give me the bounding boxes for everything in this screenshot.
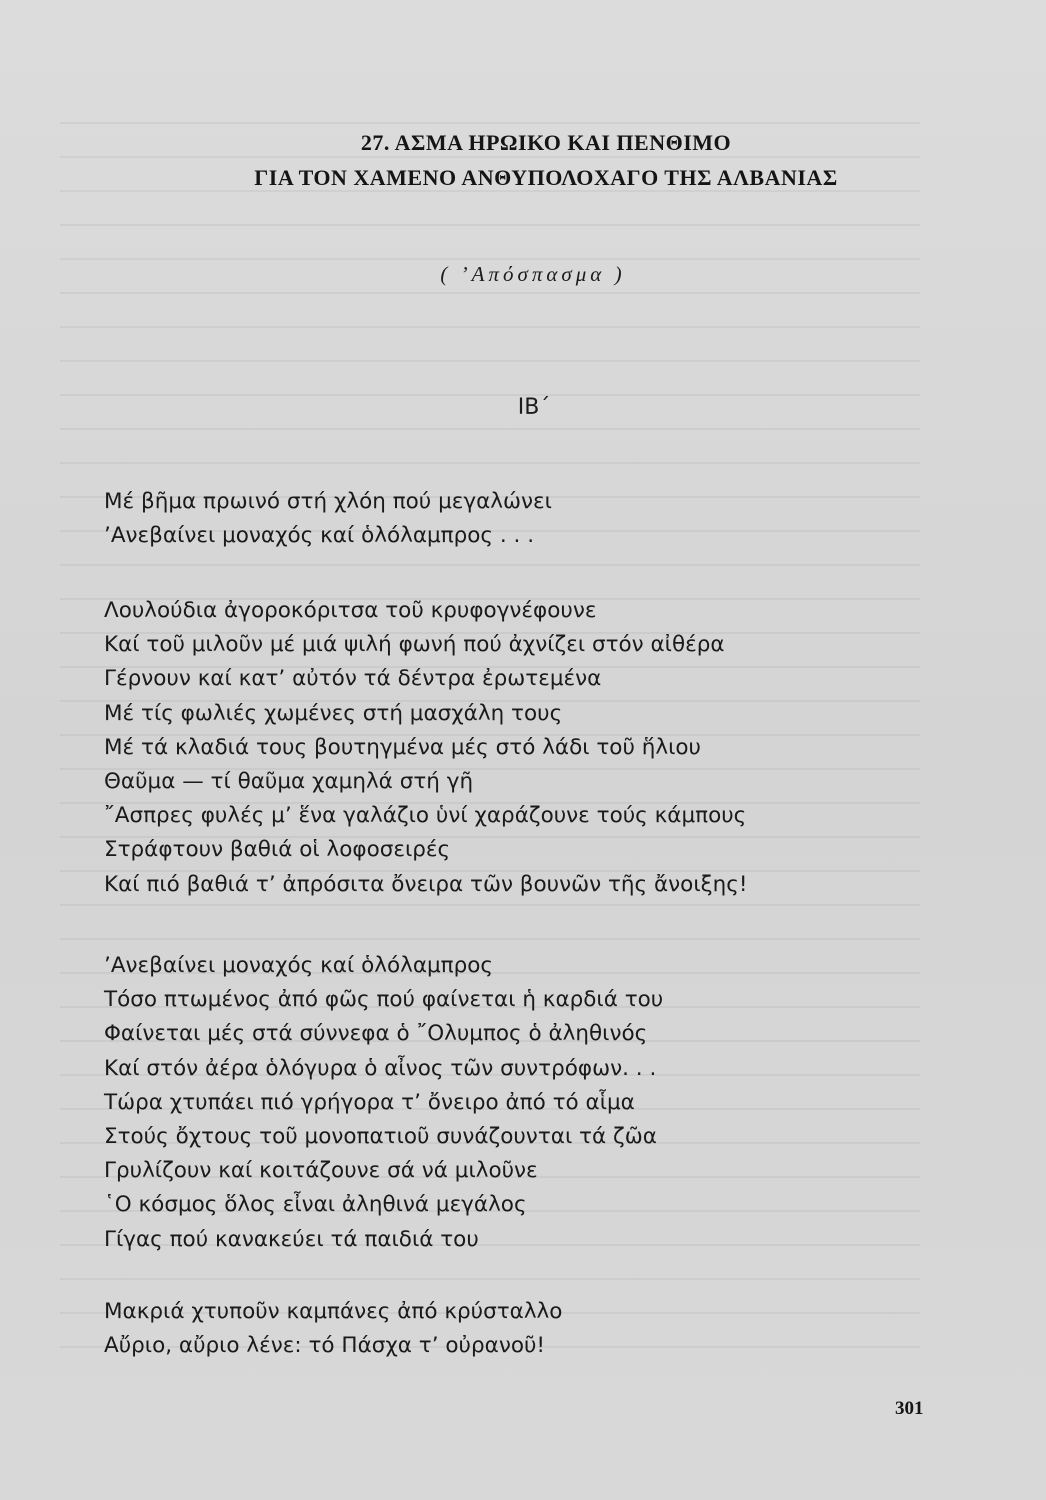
- verse-line: Μακριά χτυποῦν καμπάνες ἀπό κρύσταλλο: [104, 1299, 563, 1324]
- verse-line: Θαῦμα — τί θαῦμα χαμηλά στή γῆ: [104, 768, 474, 794]
- verse-line: Τόσο πτωμένος ἀπό φῶς πού φαίνεται ἡ καρδιά του: [104, 987, 664, 1013]
- verse-line: Μέ βῆμα πρωινό στή χλόη πού μεγαλώνει: [104, 489, 552, 514]
- verse-line: Λουλούδια ἀγοροκόριτσα τοῦ κρυφογνέφουνε: [104, 598, 597, 623]
- verse-line: ’Ανεβαίνει μοναχός καί ὁλόλαμπρος . . .: [104, 523, 535, 549]
- verse-line: Καί πιό βαθιά τ’ ἀπρόσιτα ὄνειρα τῶν βουνῶν τῆς ἄνοιξης!: [104, 871, 748, 897]
- verse-line: Τώρα χτυπάει πιό γρήγορα τ’ ὄνειρο ἀπό τό αἷμα: [104, 1089, 635, 1115]
- page-number: 301: [895, 1398, 924, 1419]
- stanza-4: [104, 1295, 562, 1363]
- poem-title-line-2: ΓΙΑ ΤΟΝ ΧΑΜΕΝΟ ΑΝΘΥΠΟΛΟΧΑΓΟ ΤΗΣ ΑΛΒΑΝΙΑΣ: [254, 165, 838, 190]
- verse-line: ’Ανεβαίνει μοναχός καί ὁλόλαμπρος: [104, 953, 494, 978]
- verse-line: Μέ τίς φωλιές χωμένες στή μασχάλη τους: [104, 700, 563, 726]
- verse-line: ῎Ασπρες φυλές μ’ ἕνα γαλάζιο ὑνί χαράζουνε τούς κάμπους: [104, 803, 747, 829]
- stanza-2: [104, 594, 747, 902]
- verse-line: Στράφτουν βαθιά οἱ λοφοσειρές: [104, 837, 451, 863]
- verse-line: Καί τοῦ μιλοῦν μέ μιά ψιλή φωνή πού ἀχνίζει στόν αἰθέρα: [104, 632, 725, 658]
- verse-line: Φαίνεται μές στά σύννεφα ὁ ῎Ολυμπος ὁ ἀληθινός: [104, 1021, 648, 1047]
- poem-subtitle: ( ’Απόσπασμα ): [440, 262, 626, 286]
- verse-line: Μέ τά κλαδιά τους βουτηγμένα μές στό λάδι τοῦ ἥλιου: [104, 734, 701, 760]
- section-number: ΙΒ΄: [517, 395, 551, 420]
- verse-line: ῾Ο κόσμος ὅλος εἶναι ἀληθινά μεγάλος: [104, 1192, 527, 1218]
- poem-title-line-1: 27. ΑΣΜΑ ΗΡΩΙΚΟ ΚΑΙ ΠΕΝΘΙΜΟ: [360, 130, 732, 155]
- verse-line: Στούς ὄχτους τοῦ μονοπατιοῦ συνάζουνται τά ζῶα: [104, 1123, 657, 1149]
- verse-line: Γρυλίζουν καί κοιτάζουνε σά νά μιλοῦνε: [104, 1158, 538, 1184]
- verse-line: Γέρνουν καί κατ’ αὐτόν τά δέντρα ἐρωτεμένα: [104, 666, 602, 692]
- stanza-1: [104, 485, 552, 553]
- stanza-3: [104, 949, 663, 1257]
- verse-line: Γίγας πού κανακεύει τά παιδιά του: [104, 1226, 479, 1252]
- verse-line: Καί στόν ἀέρα ὁλόγυρα ὁ αἶνος τῶν συντρόφων. . .: [104, 1055, 657, 1081]
- verse-line: Αὔριο, αὔριο λένε: τό Πάσχα τ’ οὐρανοῦ!: [104, 1333, 546, 1359]
